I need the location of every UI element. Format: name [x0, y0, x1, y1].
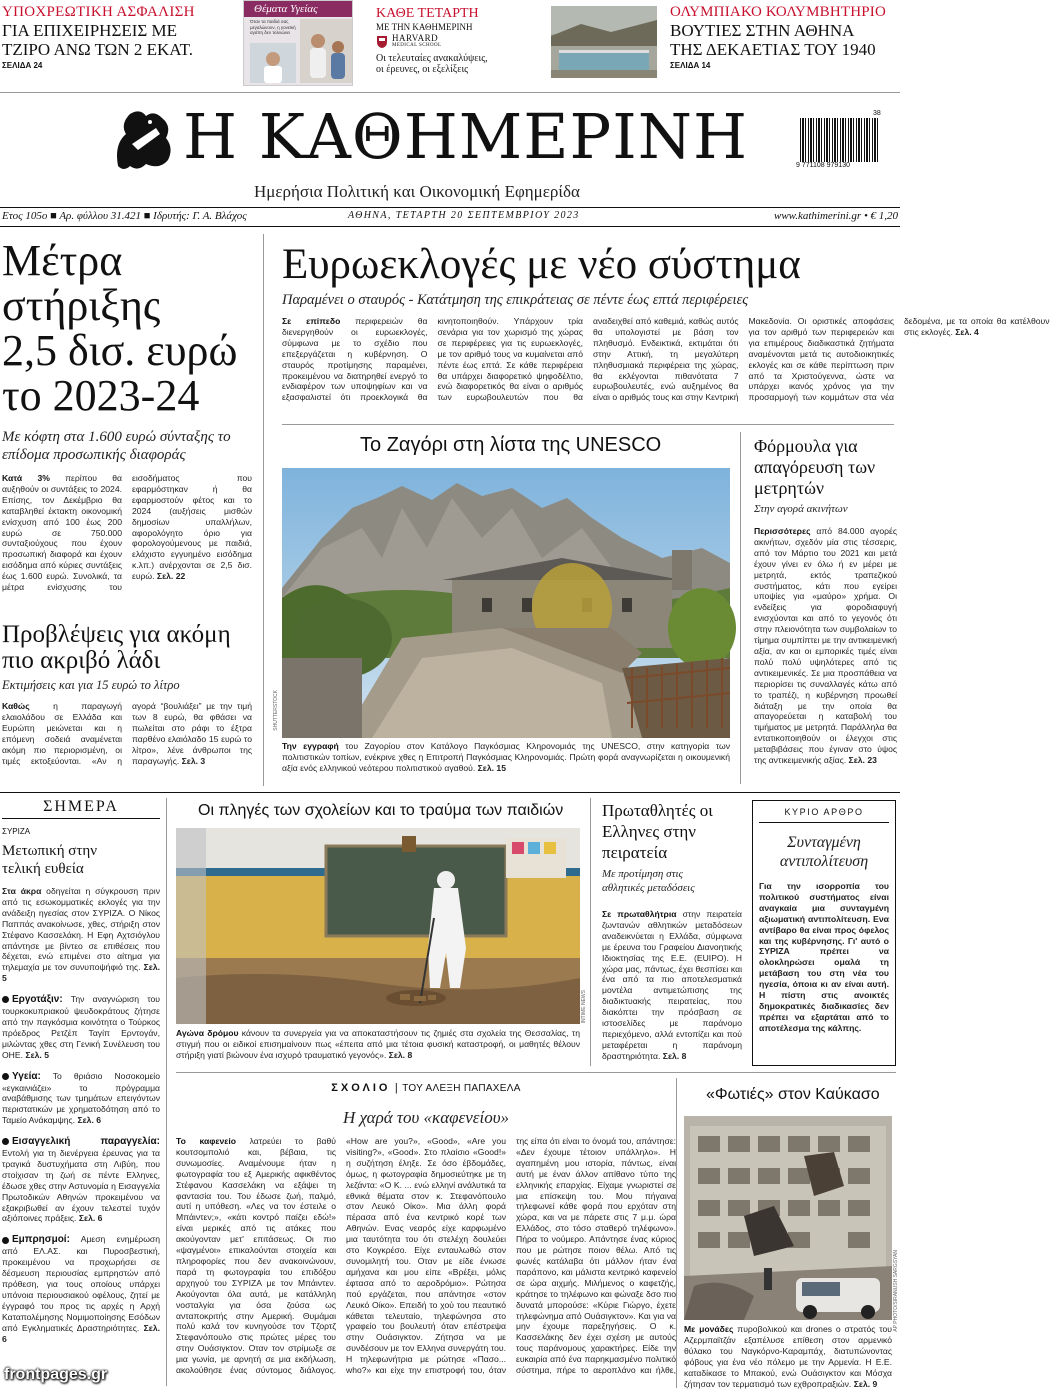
- column-story[interactable]: ΣΧΟΛΙΟ | ΤΟΥ ΑΛΕΞΗ ΠΑΠΑΧΕΛΑ Η χαρά του «καφενείου» Το καφενείο λατρεύει το βαθύ κουτσομπολιό και, βέβαια, τις συνωμοσίες. Αναμένουμε ήταν η φωτογραφία του εξ Αμερικής αφικθέντος Στέφανου Κασσελάκη να εξάψει τη φαντασία του. Του έδωσε ζωή, παλμό, αυτί η υπόθεση. «Λες να τον έστειλε ο Μπάιντεν;», «κάτι κοντρό παίζει εδώ!» είναι μερικές από τις ατάκες που ακούγονταν μετ' επιτάσεως. Οι πιο «ψαγμένοι» επικαλούνται στοιχεία και πληροφορίες που δεν ανακοινώνουν, παρά τη φωτογραφία του επιδόξου αρχηγού του ΣΥΡΙΖΑ με τον Μπάιντεν. Ακούγονται όλα αυτά, με κατάλληλη νοσταλγία για όσα ζούσα ως ανταποκριτής στην Αμερική. Θυμάμαι πολύ καλά τον κυνηγούσε τον Τζορτζ Στεφανόπουλο στις πρώτες μέρες του στην Ουάσιγκτον. Οταν τον στρίμωξε σε μια γωνία, με αρνητή σε μια εκδήλωση, ακολούθησε ένας σύντομος διάλογος. «How are you?», «Good», «Are you visiting?», «Good». Στο πλαίσιο «Good!» η συζήτηση έληξε. Σε όσο έβδομάδες, όμως, η φωτογραφία δημοσιεύτηκε με τη λεζάντα: «Ο Κ. ... ενώ ελληνί ανάλυτικά τα εθνικά θέματα στον κ. Στεφανόπουλο στον Λευκό Οίκο». Μια άλλη φορά πέρασα από ένα κεντρικό κορέ των Αθηνών. Ενας νεαρός είχε καρφωμένο μια ταυτότητα του ότι στελέχη δουλεύει στο Κογκρέσο. Είχε ενταυλωθώ στον συνομιλητή του. Οταν με είδε ένιωσε αμήχανα και μου είπε «Βρέξει, μόλις έφτασα από το αεροδρόμιο». Ρώτησα πού εργάζεται, που απάντησε «στον Λευκό Οίκο». Επειδή το χού του πεαυτικό κάθεται τελευταίο, τηλεφώνησα στο γραφείο του βουλευτή όταν επέστρεψα στην Ουάσιγκτον. Ζήτησα να με συνδέσουν με τον Ελληνα συνεργάτη του. Η τηλεφωνήτρια με ρώτησε «Πασo... who?» και είχε την επιστροφή του, όταν της είπα ότι είναι το όνομά του, απάντησε: «Δεν έχουμε τέτοιον υπάλληλο». Η αγαπημένη μου ιστορία, πάντως, είναι αυτή με έναν άλλον απίθανο τύπο της ελληνικής επαρχίας. Είχαμε γνωριστεί σε μια επίσκεψη του. Μου πήγαινα τηλεφωνεί κάθε φορά που ερχόταν στη χώρα, και να με πάρετε στις 7 μ.μ. ώρα Ελλάδος, στο τόσο σταθερό τηλέφωνο». Πήρα το νούμερο. Απάντησε ένας κύριος που με ρώτησε ποιον θέλω. Από τις φωνές κατάλαβα ότι μάλλον ήταν ένα παράπονο, και μάλιστα κεντρικό καφενείο σε ώρα αιχμής. Μιλήμενος ο καφετζής, κράτησε το τηλέφωνο και φώναξε δσο πιο δυνατά μπορούσε: «Κύριε Γιώργο, έχετε τηλεφώνημα από Ουάσιγκτον». Και για να μην έχουμε παρεξηγήσεις. Ο κ. Κασσελάκης δεν έχει σχέση με αυτούς τους παράνομους χαρακτήρες. Είδε την ευκαιρία από ένα παρηκμασμένο πολιτικό σύστημα, πήρε το αεροπλάνο και ήλθε,: [176, 1078, 676, 1384]
- promo-center-line3: Οι τελευταίες ανακαλύψεις,: [376, 53, 488, 64]
- promo-right-page: ΣΕΛΙΔΑ 14: [670, 61, 711, 70]
- lead-left-headline-line2: στήριξης: [2, 281, 161, 330]
- promo-left-line2: ΤΖΙΡΟ ΑΝΩ ΤΩΝ 2 ΕΚΑΤ.: [2, 40, 194, 59]
- piracy-body: [602, 909, 742, 1062]
- promo-center-line4: οι έρευνες, οι εξελίξεις: [376, 64, 469, 75]
- promo-right-kicker: ΟΛΥΜΠΙΑΚΟ ΚΟΛΥΜΒΗΤΗΡΙΟ: [670, 4, 887, 20]
- brief-page-ref[interactable]: Σελ. 5: [25, 1049, 49, 1060]
- today-column[interactable]: [2, 798, 160, 1354]
- cash-headline: Φόρμουλα για απαγόρευση των μετρητών: [754, 436, 876, 498]
- magazine-cover[interactable]: [243, 0, 353, 86]
- schools-headline: Οι πληγές των σχολείων και το τραύμα των παιδιών: [198, 802, 564, 819]
- bullet-icon: [2, 1138, 9, 1145]
- brief-body: Αμεση ενημέρωση από ΕΛ.ΑΣ. και Πυροσβεστική, προκειμένου να προχωρήσει σε δέσμευση περιουσίας εμπρηστών από πρόθεση, για τους οποίους υπάρχει υπόνοια περιουσιακού οφέλους, ζητεί με έγγραφό του προς τις αρχές η Αρχή Καταπολέμησης Νομιμοποίησης Εσόδων από Εγκληματικές Δραστηριότητες.: [2, 1234, 160, 1333]
- caucasus-page-ref[interactable]: Σελ. 9: [853, 1378, 878, 1389]
- lead-left-lede: Κατά 3%: [2, 473, 50, 483]
- brief-page-ref[interactable]: Σελ. 6: [2, 1322, 160, 1344]
- watermark: frontpages.gr: [4, 1366, 108, 1383]
- column-body: [176, 1136, 676, 1384]
- olympic-pool-photo[interactable]: [551, 6, 657, 78]
- lead-left-story[interactable]: [2, 238, 252, 593]
- zagori-page-ref[interactable]: Σελ. 15: [477, 762, 506, 773]
- promo-center-line1: ΜΕ ΤΗΝ ΚΑΘΗΜΕΡΙΝΗ: [376, 22, 473, 32]
- caucasus-headline: «Φωτιές» στον Καύκασο: [706, 1086, 880, 1103]
- brief-item[interactable]: [2, 1071, 160, 1127]
- promo-left-page: ΣΕΛΙΔΑ 24: [2, 61, 43, 70]
- brief-head: Εμπρησμοί:: [12, 1234, 70, 1246]
- promo-right-line1: ΒΟΥΤΙΕΣ ΣΤΗΝ ΑΘΗΝΑ: [670, 21, 855, 40]
- euro-body: [282, 316, 1050, 412]
- promo-divider: [0, 92, 900, 93]
- brief-body: Το θριάσιο Νοσοκομείο «εγκαινιάζει» το πρόγραμμα αναβάθμισης των τμημάτων επειγόντων περιστατικών με χρηματοδότηση από το Ταμείο Ανάκαμψης.: [2, 1070, 160, 1126]
- column-headline: Η χαρά του «καφενείου»: [343, 1108, 509, 1127]
- column-body-text: λατρεύει το βαθύ κουτσομπολιό και, βέβαια, τις συνωμοσίες. Αναμένουμε ήταν η φωτογραφία του εξ Αμερικής αφικθέντος Στέφανου Κασσελάκη να εξάψει τη φαντασία του. Του έδωσε ζωή, παλμό, αυτί η υπόθεση. «Λες να τον έστειλε ο Μπάιντεν;», «κάτι κοντρό παίζει εδώ!» είναι μερικές από τις ατάκες που ακούγονταν μετ' επιτάσεως. Οι πιο «ψαγμένοι» επικαλούνται στοιχεία και πληροφορίες που δεν ανακοινώνουν, παρά τη φωτογραφία του επιδόξου αρχηγού του ΣΥΡΙΖΑ με τον Μπάιντεν. Ακούγονται όλα αυτά, με κατάλληλη νοσταλγία για όσα ζούσα ως ανταποκριτής στην Αμερική. Θυμάμαι πολύ καλά τον κυνηγούσε τον Τζορτζ Στεφανόπουλο στις πρώτες μέρες του στην Ουάσιγκτον. Οταν τον στρίμωξε σε μια γωνία, με αρνητή σε μια εκδήλωση, ακολούθησε ένας σύντομος διάλογος. «How are you?», «Good», «Are you visiting?», «Good». Στο πλαίσιο «Good!» η συζήτηση έληξε. Σε όσο έβδομάδες, όμως, η φωτογραφία δημοσιεύτηκε με τη λεζάντα: «Ο Κ. ... ενώ ελληνί ανάλυτικά τα εθνικά θέματα στον κ. Στεφανόπουλο στον Λευκό Οίκο». Μια άλλη φορά πέρασα από ένα κεντρικό κορέ των Αθηνών. Ενας νεαρός είχε καρφωμένο μια ταυτότητα του ότι στελέχη δουλεύει στο Κογκρέσο. Είχε ενταυλωθώ στον συνομιλητή του. Οταν με είδε ένιωσε αμήχανα και μου είπε «Βρέξει, μόλις έφτασα από το αεροδρόμιο». Ρώτησα πού εργάζεται, που απάντησε «στον Λευκό Οίκο». Επειδή το χού του πεαυτικό κάθεται τελευταίο, τηλεφώνησα στο γραφείο του βουλευτή όταν επέστρεψα στην Ουάσιγκτον. Ζήτησα να με συνδέσουν με τον Ελληνα συνεργάτη του. Η τηλεφωνήτρια με ρώτησε «Πασo... who?» και είχε την επιστροφή του, όταν της είπα ότι είναι το όνομά του, απάντησε: «Δεν έχουμε τέτοιον υπάλληλο». Η αγαπημένη μου ιστορία, πάντως, είναι αυτή με έναν άλλον απίθανο τύπο της ελληνικής επαρχίας. Είχαμε γνωριστεί σε μια επίσκεψη του. Μου πήγαινα τηλεφωνεί κάθε φορά που ερχόταν στη χώρα, και να με πάρετε στις 7 μ.μ. ώρα Ελλάδος, στο τόσο σταθερό τηλέφωνο». Πήρα το νούμερο. Απάντησε ένας κύριος που με ρώτησε ποιον θέλω. Από τις φωνές κατάλαβα ότι μάλλον ήταν ένα παράπονο, και μάλιστα κεντρικό καφενείο σε ώρα αιχμής. Μιλήμενος ο καφετζής, κράτησε το τηλέφωνο και φώναξε δσο πιο δυνατά μπορούσε: «Κύριε Γιώργο, έχετε τηλεφώνημα από Ουάσιγκτον». Και για να μην έχουμε παρεξηγήσεις. Ο κ. Κασσελάκης δεν έχει σχέση με αυτούς τους παράνομους χαρακτήρες. Είδε την ευκαιρία από ένα παρηκμασμένο πολιτικό σύστημα, πήρε το αεροπλάνο και ήλθε,: [176, 1136, 676, 1376]
- promo-center-kicker: ΚΑΘΕ ΤΕΤΑΡΤΗ: [376, 6, 479, 21]
- zagori-photo[interactable]: [282, 468, 730, 738]
- brief-head: Υγεία:: [12, 1070, 41, 1082]
- caucasus-divider: [676, 1078, 677, 1388]
- oil-story[interactable]: [2, 622, 252, 766]
- euro-headline: Ευρωεκλογές με νέο σύστημα: [282, 241, 801, 288]
- today-body-text: οδηγείται η σύγκρουση πριν από τις εσωκομματικές εκλογές για την ανάδειξη ηγεσίας στον ΣΥΡΙΖΑ. Ο Νίκος Παππάς ανακοίνωσε, χθες, στήριξη στον Στέφανο Κασσελάκη. Η Εφη Αχτσιόγλου απάντησε με βίντεο σε επιθέσεις που δέχεται, ενώ επιμένει στο αίτημα για τηλεμαχία με τον συνυποψήφιό της.: [2, 886, 160, 973]
- caucasus-caption: [684, 1324, 892, 1389]
- barcode: [800, 118, 878, 162]
- piracy-body-text: στην πειρατεία ζωντανών αθλητικών μεταδόσεων αναδεικνύεται η Ελλάδα, σύμφωνα με έρευνα του Γραφείου Διανοητικής Ιδιοκτησίας της Ε.Ε. (EUIPO). Η χώρα μας, πάντως, έχει θεσπίσει και ένα από τα πιο αποτελεσματικά μοντέλα αντιμετώπισης της διαδικτυακής πειρατείας, που διακόπτει την πρόσβαση σε ιστοσελίδες με παράνομο περιεχόμενο, αλλά εντοπίζει και πού μεταφέρεται η παράνομη δραστηριότητα.: [602, 909, 742, 1061]
- today-section: ΣΥΡΙΖΑ: [2, 827, 31, 836]
- magazine-blurb-3: αγάπη δεν τελειώνει: [250, 30, 291, 35]
- oil-body-text: η παραγωγή ελαιολάδου σε Ελλάδα και Ευρώπη μειώνεται και η επόμενη σοδειά αναμένεται ακόμη πιο περιορισμένη, οι τιμές εκτοξεύονται. «Αν η αγορά “βουλιάξει” με την τιμή των 8 ευρώ, θα φθάσει να πωλείται στο ράφι το έξτρα παρθένο ελαιόλαδο 15 ευρώ το λίτρο», λένε άνθρωποι της παραγωγής.: [2, 701, 252, 766]
- schools-photo[interactable]: [176, 828, 580, 1024]
- brief-item[interactable]: [2, 1234, 160, 1344]
- euro-lede: Σε επίπεδο: [282, 316, 341, 326]
- dateline-bottom-rule: [0, 226, 900, 227]
- caucasus-caption-text: πυροβολικού και drones ο στρατός του Αζερμπαϊτζάν εξαπέλυσε επίθεση στον αρμενικό θύλακο του Ναγκόρνο-Καραμπάχ, διατυπώνοντας φόβους για ένα νέο πόλεμο με την Αρμενία. Η Ε.Ε. καταδίκασε το Μπακού, ενώ Ουάσιγκτον και Μόσχα ζήτησαν τον τερματισμό των εχθροπραξιών.: [684, 1324, 892, 1389]
- lead-left-subhead: Με κόφτη στα 1.600 ευρώ σύνταξης το επίδομα προσωπικής διαφοράς: [2, 429, 231, 463]
- today-label: ΣΗΜΕΡΑ: [2, 798, 160, 819]
- euro-subhead: Παραμένει ο σταυρός - Κατάτμηση της επικράτειας σε πέντε έως επτά περιφέρειες: [282, 292, 749, 308]
- editorial-label: ΚΥΡΙΟ ΑΡΘΡΟ: [759, 807, 889, 823]
- lead-left-headline-line1: Μέτρα: [2, 236, 123, 285]
- column-lede: Το καφενείο: [176, 1136, 236, 1146]
- editorial-box[interactable]: [752, 800, 896, 1066]
- euro-page-ref[interactable]: Σελ. 4: [955, 326, 979, 337]
- piracy-headline: Πρωταθλητές οι Ελληνες στην πειρατεία: [602, 801, 713, 862]
- cash-subhead: Στην αγορά ακινήτων: [754, 503, 848, 515]
- today-page-ref[interactable]: Σελ. 5: [2, 962, 160, 984]
- piracy-subhead: Με προτίμηση στις αθλητικές μεταδόσεις: [602, 868, 695, 894]
- masthead-tagline: Ημερήσια Πολιτική και Οικονομική Εφημερίδα: [254, 182, 580, 201]
- bullet-icon: [2, 1237, 9, 1244]
- griffin-logo-icon: [110, 104, 176, 174]
- cash-divider: [740, 432, 741, 784]
- magazine-blurb-2: μεγαλώνουν, η γονεϊκή: [250, 24, 296, 30]
- brief-page-ref[interactable]: Σελ. 6: [77, 1115, 102, 1126]
- oil-body: [2, 701, 252, 766]
- dateline-top-rule: [0, 207, 900, 208]
- lead-left-headline-line3: 2,5 δισ. ευρώ: [2, 326, 238, 375]
- zagori-caption: [282, 741, 730, 774]
- cash-body: [754, 526, 897, 766]
- brief-head: Εισαγγελική παραγγελία:: [12, 1136, 160, 1148]
- promo-right[interactable]: [670, 4, 898, 70]
- oil-lede: Καθώς: [2, 701, 30, 711]
- schools-caption-lede: Αγώνα δρόμου: [176, 1028, 239, 1038]
- piracy-divider: [590, 798, 591, 1066]
- cash-story[interactable]: [754, 436, 897, 766]
- piracy-page-ref[interactable]: Σελ. 8: [662, 1050, 687, 1061]
- harvard-shield-icon: [376, 35, 388, 49]
- issue-number: 38: [873, 110, 881, 117]
- dateline-left: Ετος 105ο ■ Αρ. φύλλου 31.421 ■ Ιδρυτής: Γ. Α. Βλάχος: [2, 210, 247, 222]
- bullet-icon: [2, 996, 9, 1003]
- today-headline: Μετωπική στην τελική ευθεία: [2, 843, 98, 877]
- caucasus-photo-credit: AP PHOTO/SIRANUSH SARGSYAN: [893, 1250, 899, 1332]
- piracy-lede: Σε πρωταθλήτρια: [602, 909, 677, 919]
- promo-center[interactable]: [376, 6, 536, 75]
- oil-headline: Προβλέψεις για ακόμη πιο ακριβό λάδι: [2, 621, 231, 674]
- dateline-right: www.kathimerini.gr • € 1,20: [774, 210, 899, 222]
- today-divider: [166, 798, 167, 1386]
- cash-lede: Περισσότερες: [754, 526, 811, 536]
- today-lead: [2, 886, 160, 984]
- column-top-rule: [176, 1072, 896, 1073]
- barcode-number: 9 771108 979130: [796, 162, 850, 169]
- zagori-headline: Το Ζαγόρι στη λίστα της UNESCO: [360, 434, 662, 456]
- brief-body: Την αναγνώριση του τουρκοκυπριακού ψευδοκράτους ζήτησε από την παγκόσμια κοινότητα ο Τούρκος πρόεδρος Ρετζέπ Ταγίπ Ερντογάν, μιλώντας χθες στη Γενική Συνέλευση του ΟΗΕ.: [2, 994, 160, 1060]
- harvard-label: HARVARD: [392, 33, 439, 43]
- zagori-caption-lede: Την εγγραφή: [282, 741, 339, 751]
- lead-left-headline: [2, 238, 252, 418]
- lower-section-rule: [0, 792, 900, 793]
- euro-body-text: περιφερειών θα διενεργηθούν οι ευρωεκλογές, σύμφωνα με το σχέδιο που επεξεργάζεται η κυβέρνηση. Ο σταυρός προτίμησης παραμένει, προκειμένου να διατηρηθεί ενεργό το ενδιαφέρον των υποψηφίων και να εξασφαλιστεί ότι προεκλογικά θα κινητοποιηθούν. Υπάρχουν τρία σενάρια για τον χωρισμό της χώρας σε περιφέρειες για τις ευρωεκλογές, με τον αριθμό τους να κυμαίνεται από πέντε έως επτά. Σε κάθε περιφέρεια θα υπάρχει διαφορετικό ψηφοδέλτιο, ενώ διαφορετικός θα είναι ο αριθμός των ευρωβουλευτών που θα αναδειχθεί από καθεμιά, καθώς αυτός θα υπολογιστεί με βάση τον πληθυσμό. Ενδεικτικά, εκτιμάται ότι στην Αττική, τη μεγαλύτερη πληθυσμιακά περιφέρεια της χώρας, θα εκλέγονται πιθανότατα 7 ευρωβουλευτές, ενώ αυξημένος θα είναι ο αριθμός τους και στην Κεντρική Μακεδονία. Οι οριστικές αποφάσεις για τον αριθμό των περιφερειών και για επιμέρους διαδικαστικά ζητήματα αναμένονται μετά τις αυτοδιοικητικές εκλογές και σε κάθε περίπτωση πριν από τα Χριστούγεννα, ώστε να υπάρχει ικανός χρόνος για την προσαρμογή των κομμάτων στα νέα δεδομένα, με τα οποία θα κατέλθουν στις εκλογές.: [282, 316, 1050, 403]
- magazine-title-bar: Θέματα Υγείας: [244, 1, 352, 17]
- promo-left-line1: ΓΙΑ ΕΠΙΧΕΙΡΗΣΕΙΣ ΜΕ: [2, 21, 178, 40]
- lead-left-body-text: περίπου θα αυξηθούν οι συντάξεις το 2024. Επίσης, τον Δεκέμβριο θα καταβληθεί έκτακτη οικονομική ενίσχυση από 100 έως 200 ευρώ σε 750.000 συνταξιούχους που έχουν προσωπική διαφορά και έχουν εισόδημα από κύριες συντάξεις έως 1.600 ευρώ. Συνολικά, τα μέτρα ενίσχυσης του εισοδήματος που εφαρμόστηκαν ή θα εφαρμοστούν φέτος και το 2024 (αυξήσεις μισθών δημοσίων υπαλλήλων, αφορολόγητο όριο για φορολογούμενους με παιδιά, ελάχιστο εγγυημένο εισόδημα κ.λπ.) ανέρχονται σε 2,5 δισ. ευρώ.: [2, 473, 252, 593]
- lead-left-page-ref[interactable]: Σελ. 22: [156, 571, 186, 582]
- lead-left-body: [2, 473, 252, 593]
- promo-left-kicker: ΥΠΟΧΡΕΩΤΙΚΗ ΑΣΦΑΛΙΣΗ: [2, 4, 195, 20]
- zagori-caption-text: του Ζαγορίου στον Κατάλογο Παγκόσμιας Κληρονομιάς της UNESCO, στην κατηγορία των πολιτιστικών τοπίων, ενέκρινε χθες η Επιτροπή Παγκόσμιας Κληρονομιάς. Πρώτη φορά αναγνωρίζεται η οικουμενική αξία ενός ελληνικού νεότερου πολιτιστικού αγαθού.: [282, 741, 730, 773]
- promo-right-line2: ΤΗΣ ΔΕΚΑΕΤΙΑΣ ΤΟΥ 1940: [670, 40, 876, 59]
- brief-body: Εντολή για τη διενέργεια έρευνας για τα τραγικά δυστυχήματα στη Λιβύη, που στοίχισαν τη ζωή σε πέντε Ελληνες, έδωσε χθες στην Αστυνομία η Εισαγγελία Πρωτοδικών Αθηνών προκειμένου να εξακριβωθεί αν έχουν τελεστεί τυχόν αξιόποινες πράξεις.: [2, 1148, 160, 1224]
- caucasus-photo[interactable]: [684, 1116, 892, 1320]
- masthead-title: Η ΚΑΘΗΜΕΡΙΝΗ: [183, 100, 749, 173]
- cash-body-text: από 84.000 αγορές ακινήτων, σχεδόν μία στις τέσσερις, από τον Μάρτιο του 2021 και μετά έχουν γίνει εν όλω ή εν μέρει με μετρητά, εκτός τραπεζικού συστήματος, κάτι που εγείρει υποψίες για «μαύρο» χρήμα. Οι ενδείξεις για φοροδιαφυγή ενισχύονται και από το γεγονός ότι στην πλειονότητα των συμβολαίων το τίμημα συμπίπτει με την αντικειμενική αξία, αν και οι εμπορικές τιμές είναι πολύ πολύ υψηλότερες από τις αντικειμενικές. Σε μια προσπάθεια να περιορίσει τις συναλλαγές κάτω από το τραπέζι, η κυβέρνηση προωθεί διάταξη με την οποία θα απαγορεύεται η καταβολή του τιμήματος με μετρητά. Παράλληλα θα εντατικοποιηθούν οι έλεγχοι στις μεταβιβάσεις που έγιναν στο ύψος της αντικειμενικής αξίας.: [754, 526, 897, 766]
- magazine-blurb-1: Όταν τα παιδιά σας: [250, 19, 289, 24]
- left-column-divider: [263, 234, 264, 786]
- brief-item[interactable]: [2, 994, 160, 1060]
- editorial-body: Για την ισορροπία του πολιτικού συστήματος είναι αναγκαία μια συνταγμένη αξιωματική αντιπολίτευση. Ενα αντίβαρο θα είναι προς όφελος και της κυβέρνησης. Γι' αυτό ο ΣΥΡΙΖΑ πρέπει να ολοκληρώσει ομαλά τη μετάβαση του στη νέα του ηγεσία, όποια κι αν είναι αυτή. Η πίστη στις ανοικτές δημοκρατικές διαδικασίες δεν πρέπει να εξαρτάται από το αποτέλεσμα της κάλπης.: [759, 881, 889, 1033]
- schools-caption: [176, 1028, 580, 1061]
- oil-subhead: Εκτιμήσεις και για 15 ευρώ το λίτρο: [2, 678, 180, 692]
- piracy-story[interactable]: [602, 800, 742, 1062]
- harvard-sublabel: MEDICAL SCHOOL: [392, 43, 442, 48]
- euro-story[interactable]: [282, 240, 1050, 412]
- magazine-inset-photo: [250, 43, 296, 83]
- promo-left[interactable]: [2, 4, 232, 70]
- cash-page-ref[interactable]: Σελ. 23: [848, 755, 877, 766]
- brief-page-ref[interactable]: Σελ. 6: [78, 1213, 103, 1224]
- bullet-icon: [2, 1073, 9, 1080]
- brief-item[interactable]: [2, 1136, 160, 1224]
- column-label: ΣΧΟΛΙΟ: [331, 1082, 391, 1094]
- euro-divider: [282, 424, 894, 425]
- lead-left-headline-line4: το 2023-24: [2, 371, 200, 420]
- editorial-headline: Συνταγμένη αντιπολίτευση: [779, 834, 869, 870]
- brief-head: Εργοτάξιν:: [12, 994, 63, 1006]
- today-lede: Στα άκρα: [2, 886, 42, 896]
- dateline-center: ΑΘΗΝΑ, ΤΕΤΑΡΤΗ 20 ΣΕΠΤΕΜΒΡΙΟΥ 2023: [348, 210, 580, 221]
- schools-caption-text: κάνουν τα συνεργεία για να αποκαταστήσουν τις ζημιές στα σχολεία της Θεσσαλίας, τη στιγμή που οι ειδικοί επισημαίνουν πως «έπειτα από μια τέτοια φυσική καταστροφή, οι μαθητές θέλουν στήριξη γιατί βιώνουν ένα ισχυρό τραυματικό γεγονός».: [176, 1028, 580, 1060]
- magazine-photo: [300, 19, 352, 83]
- column-byline: ΤΟΥ ΑΛΕΞΗ ΠΑΠΑΧΕΛΑ: [402, 1083, 521, 1094]
- caucasus-caption-lede: Με μονάδες: [684, 1324, 734, 1334]
- zagori-photo-credit: SHUTTERSTOCK: [273, 690, 279, 731]
- oil-page-ref[interactable]: Σελ. 3: [181, 755, 206, 766]
- schools-page-ref[interactable]: Σελ. 8: [388, 1049, 413, 1060]
- schools-photo-credit: INTIME NEWS: [581, 990, 587, 1024]
